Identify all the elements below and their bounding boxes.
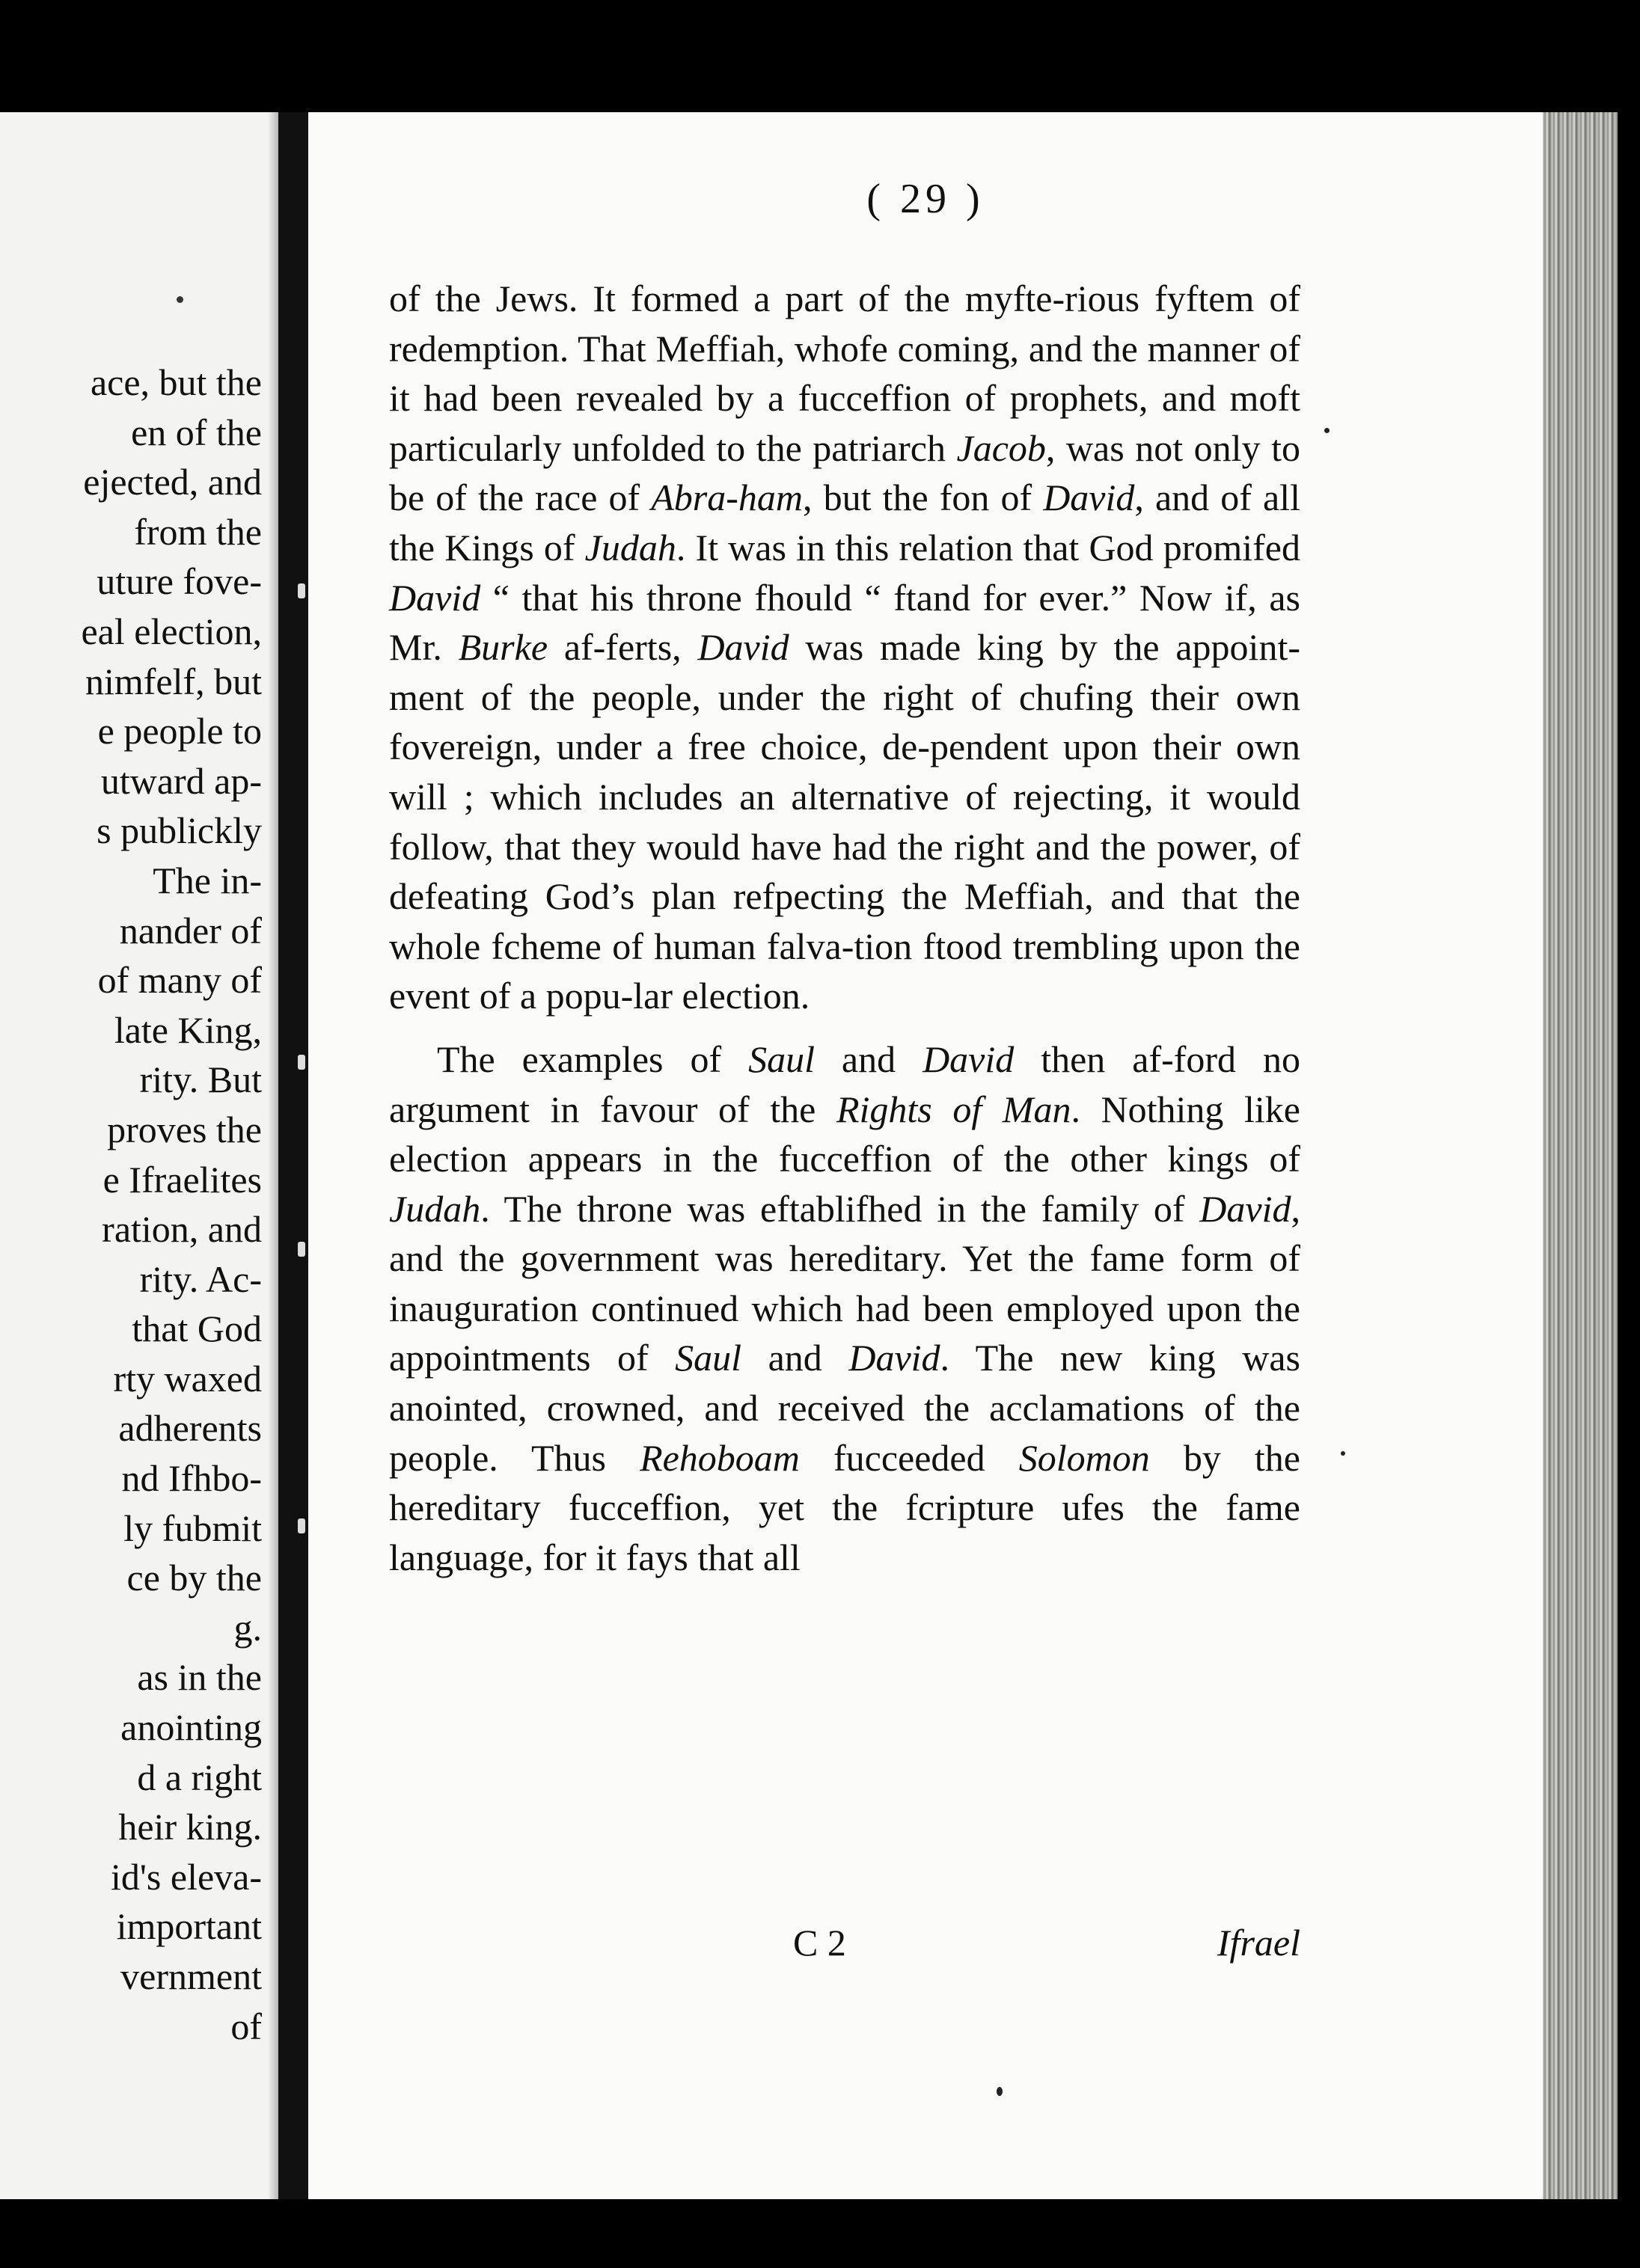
italic-text-run: David: [389, 576, 481, 619]
left-page-line: ce by the: [126, 1557, 262, 1599]
left-page-line: rity. But: [139, 1058, 262, 1101]
text-run: . Nothing like election appears in the fucceffion of the other kings of: [389, 1088, 1300, 1180]
text-run: was made king by the appoint-ment of the people, under the right of chufing their own fovereign, under a free choice, de-pendent upon their own will ; which includes an alternative of rejecting, it would follow, that they would have had the right and the power, of defeating God’s plan refpecting the Meffiah, and that the whole fcheme of human falva-tion ftood trembling upon the event of a popu-lar election.: [389, 626, 1300, 1017]
page-footer: [389, 1921, 1300, 1981]
binding-stitch: [298, 1518, 305, 1533]
text-run: . The throne was eftablifhed in the family of: [480, 1187, 1200, 1230]
left-page-line: ration, and: [102, 1208, 262, 1251]
left-page-line: nd Ifhbo-: [121, 1457, 262, 1500]
text-run: af-ferts,: [548, 626, 698, 669]
left-page-line: that God: [132, 1308, 262, 1350]
page-number: ( 29 ): [866, 176, 985, 222]
italic-text-run: David: [697, 626, 789, 669]
italic-text-run: Judah: [584, 526, 676, 568]
left-page-line: ly fubmit: [123, 1507, 262, 1549]
left-page-line: rty waxed: [113, 1357, 262, 1400]
italic-text-run: Saul: [748, 1038, 815, 1080]
left-page-line: e people to: [97, 710, 262, 753]
binding-stitch: [298, 1055, 305, 1070]
left-page: [0, 112, 278, 2199]
left-page-line: proves the: [107, 1108, 262, 1150]
left-page-line: The in-: [153, 859, 262, 901]
italic-text-run: David: [1043, 476, 1135, 519]
text-run: then af-ford no argument in favour of the: [389, 1038, 1300, 1130]
left-page-line: ejected, and: [83, 461, 262, 503]
text-run: , was not only to be of the race of: [389, 426, 1300, 519]
left-page-line: en of the: [131, 411, 262, 453]
text-run: and: [814, 1038, 923, 1080]
italic-text-run: David: [922, 1038, 1015, 1080]
left-page-line: nander of: [119, 909, 262, 951]
text-run: of the Jews. It formed a part of the myfte-rious fyftem of redemption. That Meffiah, whofe coming, and the manner of it had been revealed by a fucceffion of prophets, and moft particularly unfolded to the patriarch: [389, 278, 1300, 469]
italic-text-run: Rights of Man: [836, 1088, 1071, 1130]
italic-text-run: David: [848, 1337, 940, 1379]
italic-text-run: Judah: [389, 1187, 481, 1230]
ink-speck: [1324, 428, 1330, 433]
text-run: , and the government was hereditary. Yet the fame form of inauguration continued which had been employed upon the appointments of: [389, 1187, 1300, 1379]
text-run: by the hereditary fucceffion, yet the fcripture ufes the fame language, for it fays that all: [389, 1436, 1300, 1578]
left-page-line: ace, but the: [90, 361, 262, 403]
left-page-line: d a right: [137, 1756, 262, 1798]
ink-speck: [1341, 1451, 1345, 1456]
left-page-line: as in the: [137, 1656, 262, 1699]
left-page-line: from the: [134, 510, 262, 553]
ink-speck: [177, 296, 183, 303]
text-run: , and of all the Kings of: [389, 476, 1300, 568]
text-run: . It was in this relation that God promifed: [676, 526, 1300, 568]
left-page-line: late King,: [114, 1008, 262, 1051]
text-run: and: [741, 1337, 849, 1379]
italic-text-run: David: [1199, 1187, 1291, 1230]
binding-stitch: [298, 583, 305, 598]
left-page-line: heir king.: [118, 1806, 262, 1848]
book-spine-gutter: [278, 112, 308, 2199]
left-page-line: rity. Ac-: [139, 1257, 262, 1300]
left-page-line: of many of: [97, 959, 262, 1002]
left-page-line: anointing: [120, 1706, 262, 1749]
paragraph: [389, 1035, 1300, 1583]
text-run: “ that his throne fhould “ ftand for ever.” Now if, as Mr.: [389, 576, 1300, 669]
text-run: , but the fon of: [803, 476, 1044, 519]
left-page-line: utward ap-: [100, 759, 262, 802]
ink-speck: [997, 2087, 1003, 2096]
italic-text-run: Solomon: [1018, 1436, 1150, 1479]
italic-text-run: Saul: [675, 1337, 742, 1379]
left-page-line: of: [230, 2005, 262, 2047]
left-page-line: adherents: [118, 1407, 262, 1450]
signature-mark: C 2: [793, 1922, 846, 1964]
italic-text-run: Jacob: [956, 426, 1046, 469]
italic-text-run: Rehoboam: [640, 1436, 800, 1479]
text-run: fucceeded: [799, 1436, 1019, 1479]
left-page-text: [0, 358, 262, 2051]
left-page-line: uture fove-: [97, 560, 262, 603]
right-page: [308, 112, 1543, 2199]
binding-stitch: [298, 1242, 305, 1257]
left-page-line: e Ifraelites: [102, 1158, 262, 1201]
left-page-line: important: [116, 1905, 262, 1948]
left-page-line: g.: [233, 1606, 262, 1649]
text-run: . The new king was anointed, crowned, and received the acclamations of the people. Thus: [389, 1337, 1300, 1479]
body-text: [389, 274, 1300, 1582]
left-page-line: vernment: [120, 1955, 262, 1997]
paragraph: [389, 274, 1300, 1021]
left-page-line: id's eleva-: [111, 1855, 262, 1898]
text-run: The examples of: [437, 1038, 749, 1080]
left-page-line: eal election,: [81, 610, 262, 652]
left-page-line: nimfelf, but: [85, 660, 262, 702]
page-block-edge: [1543, 112, 1618, 2199]
gutter-shadow: [268, 112, 278, 2199]
italic-text-run: Burke: [458, 626, 548, 669]
left-page-line: s publickly: [97, 809, 262, 852]
italic-text-run: Abra-ham: [651, 476, 803, 519]
catchword: Ifrael: [1217, 1922, 1300, 1964]
